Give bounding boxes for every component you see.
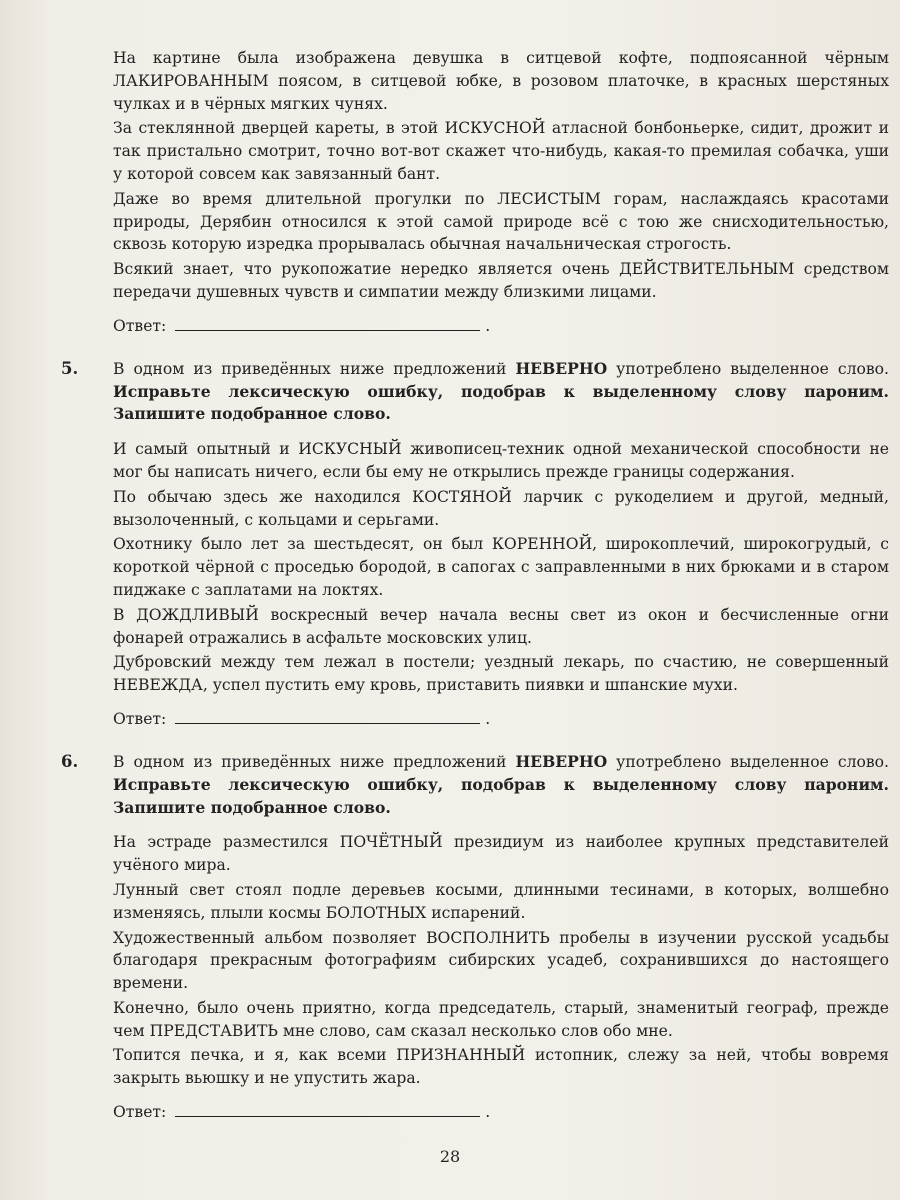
instruction-bold-text: Исправьте лексическую ошибку, подобрав к выделенному слову пароним. Запишите подобранное слово. xyxy=(113,774,889,817)
answer-row xyxy=(113,1100,889,1124)
instruction-text: В одном из приведённых ниже предложений xyxy=(113,752,516,771)
task-instruction xyxy=(113,751,889,819)
sentence: На эстраде разместился ПОЧЁТНЫЙ президиум из наиболее крупных представителей учёного мира. xyxy=(113,833,889,875)
answer-field[interactable] xyxy=(175,1100,480,1117)
page-number: 28 xyxy=(439,1147,461,1166)
sentence: На картине была изображена девушка в ситцевой кофте, подпоясанной чёрным ЛАКИРОВАННЫМ поясом, в ситцевой юбке, в розовом платочке, в красных шерстяных чулках и в чёрных мягких чунях. xyxy=(113,49,889,113)
answer-label: Ответ: xyxy=(113,709,167,728)
answer-field[interactable] xyxy=(175,314,480,331)
sentence: Даже во время длительной прогулки по ЛЕСИСТЫМ горам, наслаждаясь красотами природы, Дерябин относился к этой самой природе всё с тою же снисходительностью, сквозь которую изредка прорывалась обычная начальническая строгость. xyxy=(113,189,889,254)
sentence: В ДОЖДЛИВЫЙ воскресный вечер начала весны свет из окон и бесчисленные огни фонарей отражались в асфальте московских улиц. xyxy=(113,605,889,647)
answer-row xyxy=(113,314,889,338)
top-block xyxy=(113,47,889,338)
answer-end: . xyxy=(485,316,491,335)
sentence: Дубровский между тем лежал в постели; уездный лекарь, по счастию, не совершенный НЕВЕЖДА, успел пустить ему кровь, приставить пиявки и шпанские мухи. xyxy=(113,653,889,695)
sentence: Всякий знает, что рукопожатие нередко является очень ДЕЙСТВИТЕЛЬНЫМ средством передачи душевных чувств и симпатии между близкими лицами. xyxy=(113,260,889,301)
answer-end: . xyxy=(485,709,491,728)
task-6 xyxy=(61,751,889,1124)
instruction-bold-text: Исправьте лексическую ошибку, подобрав к выделенному слову пароним. Запишите подобранное слово. xyxy=(113,381,889,424)
sentence: Художественный альбом позволяет ВОСПОЛНИТЬ пробелы в изучении русской усадьбы благодаря прекрасным фотографиям сибирских усадеб, сохранившихся до настоящего времени. xyxy=(113,928,889,993)
page-content xyxy=(61,47,889,1124)
instruction-text: употреблено выделенное слово. xyxy=(607,359,889,378)
sentence: Топится печка, и я, как всеми ПРИЗНАННЫЙ истопник, слежу за ней, чтобы вовремя закрыть вьюшку и не упустить жара. xyxy=(113,1046,889,1088)
task-5 xyxy=(61,358,889,731)
sentence: Охотнику было лет за шестьдесят, он был КОРЕННОЙ, широкоплечий, широкогрудый, с короткой чёрной с проседью бородой, в сапогах с заправленными в них брюками и в старом пиджаке с заплатами на локтях. xyxy=(113,535,889,599)
sentence: Лунный свет стоял подле деревьев косыми, длинными тесинами, в которых, волшебно изменяясь, плыли космы БОЛОТНЫХ испарений. xyxy=(113,880,889,922)
sentence: По обычаю здесь же находился КОСТЯНОЙ ларчик с рукоделием и другой, медный, вызолоченный, с кольцами и серьгами. xyxy=(113,487,889,529)
instruction-text: употреблено выделенное слово. xyxy=(607,752,889,771)
instruction-text: В одном из приведённых ниже предложений xyxy=(113,359,516,378)
sentence: За стеклянной дверцей кареты, в этой ИСКУСНОЙ атласной бонбоньерке, сидит, дрожит и так пристально смотрит, точно вот-вот скажет что-нибудь, какая-то премилая собачка, уши у которой совсем как завязанный бант. xyxy=(113,119,889,183)
answer-label: Ответ: xyxy=(113,316,167,335)
instruction-keyword: НЕВЕРНО xyxy=(515,751,608,771)
sentence: И самый опытный и ИСКУСНЫЙ живописец-техник одной механической способности не мог бы написать ничего, если бы ему не открылись прежде границы содержания. xyxy=(113,440,889,481)
task-instruction xyxy=(113,358,889,426)
instruction-keyword: НЕВЕРНО xyxy=(515,358,608,378)
answer-row xyxy=(113,707,889,731)
answer-label: Ответ: xyxy=(113,1103,167,1122)
task-number: 6. xyxy=(61,751,79,771)
answer-field[interactable] xyxy=(175,707,480,724)
task-number: 5. xyxy=(61,358,79,378)
sentence: Конечно, было очень приятно, когда председатель, старый, знаменитый географ, прежде чем ПРЕДСТАВИТЬ мне слово, сам сказал несколько слов обо мне. xyxy=(113,998,889,1040)
answer-end: . xyxy=(485,1103,491,1122)
